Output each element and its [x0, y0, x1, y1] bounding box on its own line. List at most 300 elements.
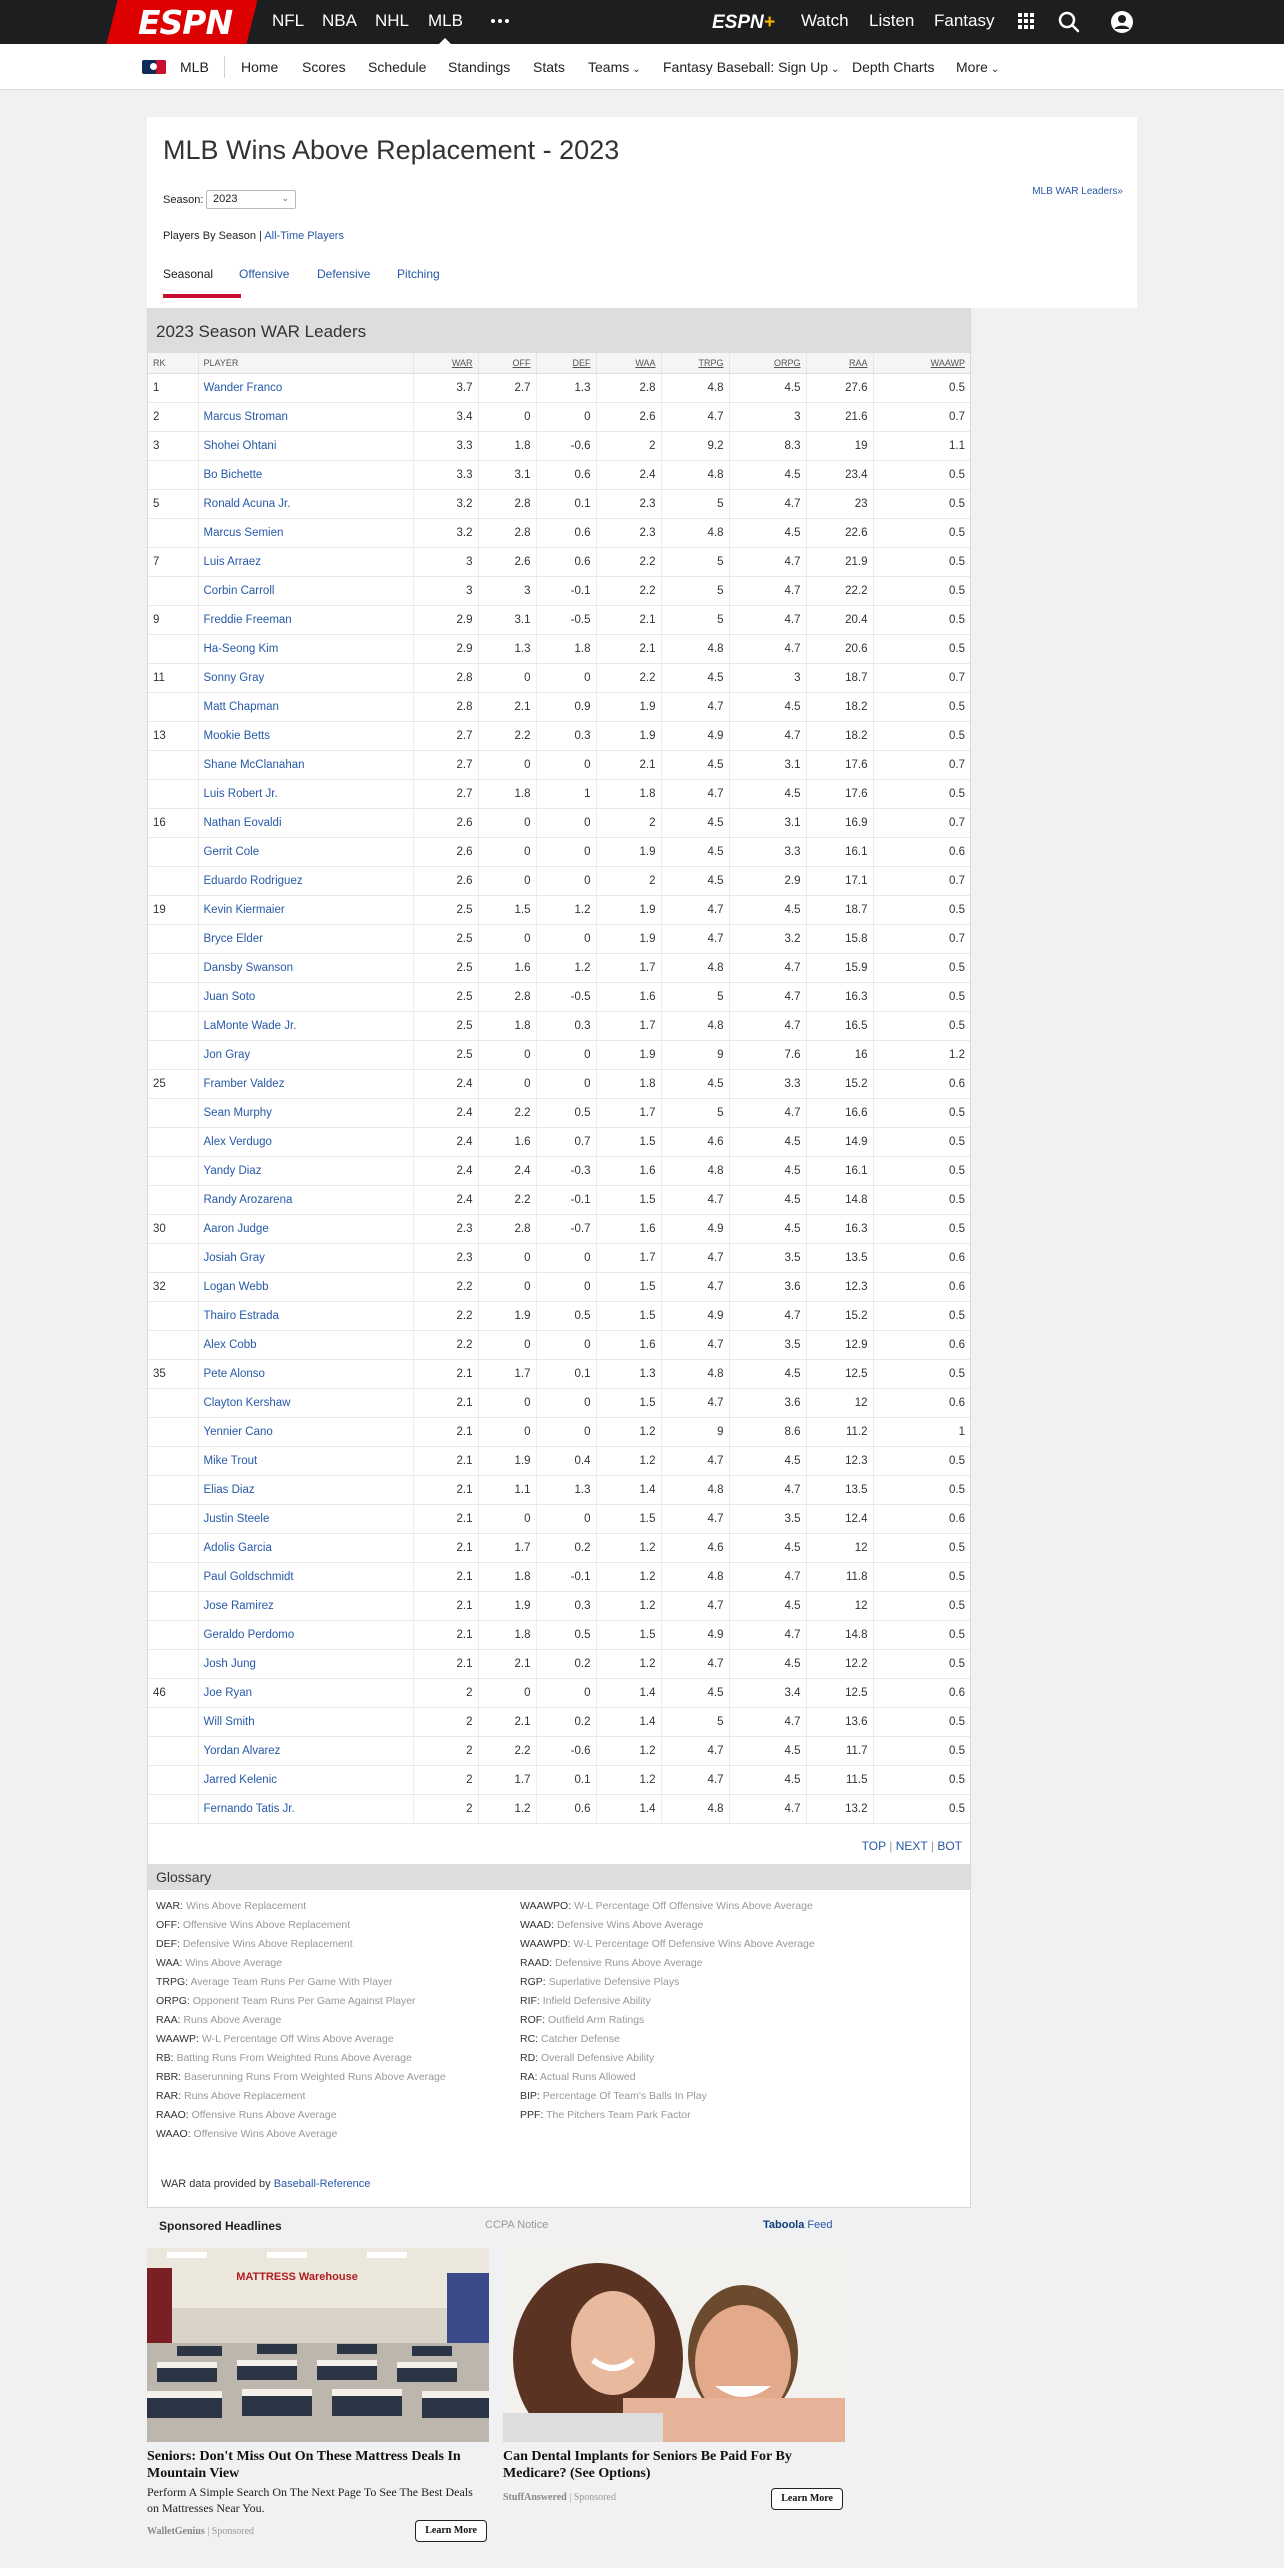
stat-cell: 2.1: [478, 1707, 536, 1736]
rank-cell: [148, 1040, 198, 1069]
tab-pitching[interactable]: Pitching: [397, 267, 440, 281]
stat-cell: 4.7: [729, 1562, 806, 1591]
stat-cell: 0: [478, 1040, 536, 1069]
stat-cell: 19: [806, 431, 873, 460]
table-row: [148, 1649, 970, 1678]
stat-cell: 2.1: [413, 1620, 478, 1649]
stat-cell: 4.5: [729, 1359, 806, 1388]
season-select[interactable]: [206, 190, 296, 209]
subnav-standings[interactable]: Standings: [448, 59, 511, 75]
subnav-divider: [224, 56, 225, 78]
rank-cell: [148, 1127, 198, 1156]
taboola-feed-link[interactable]: [763, 2219, 833, 2231]
stat-cell: 1.6: [478, 953, 536, 982]
subnav-depth-charts[interactable]: Depth Charts: [852, 59, 935, 75]
stat-cell: 1: [873, 1417, 970, 1446]
player-link[interactable]: Sean Murphy: [198, 1098, 413, 1127]
stat-cell: 0.7: [873, 808, 970, 837]
subnav-fantasy[interactable]: [663, 59, 839, 75]
ad-learn-more-button[interactable]: Learn More: [771, 2488, 843, 2510]
subnav-league[interactable]: MLB: [180, 59, 209, 75]
stat-cell: 0.3: [536, 721, 596, 750]
stat-cell: 2.1: [413, 1562, 478, 1591]
glossary-entry: [156, 2049, 446, 2068]
col-def[interactable]: DEF: [536, 353, 596, 373]
glossary-entry: [156, 2087, 446, 2106]
glossary-entry: [156, 2068, 446, 2087]
stat-cell: 4.5: [729, 1185, 806, 1214]
player-link[interactable]: Yandy Diaz: [198, 1156, 413, 1185]
stat-cell: 2.4: [413, 1098, 478, 1127]
rank-cell: 2: [148, 402, 198, 431]
player-link[interactable]: Will Smith: [198, 1707, 413, 1736]
stat-cell: 0.6: [873, 1272, 970, 1301]
table-row: [148, 895, 970, 924]
stat-cell: 0.5: [873, 460, 970, 489]
nav-nfl[interactable]: NFL: [272, 11, 305, 30]
stat-cell: 0: [536, 837, 596, 866]
player-link[interactable]: Gerrit Cole: [198, 837, 413, 866]
col-orpg[interactable]: ORPG: [729, 353, 806, 373]
subnav-scores[interactable]: Scores: [302, 59, 346, 75]
header-card: [147, 117, 1137, 308]
pager-top[interactable]: TOP: [861, 1839, 886, 1853]
player-link[interactable]: Randy Arozarena: [198, 1185, 413, 1214]
glossary-definition: Defensive Wins Above Replacement: [182, 1938, 353, 1950]
stat-cell: 0.7: [536, 1127, 596, 1156]
stat-cell: 23.4: [806, 460, 873, 489]
stat-cell: 4.7: [729, 1098, 806, 1127]
stat-cell: 4.5: [661, 808, 729, 837]
table-row: [148, 518, 970, 547]
ad-headline[interactable]: Can Dental Implants for Seniors Be Paid For By Medicare? (See Options): [503, 2449, 792, 2481]
stat-cell: 3.2: [413, 489, 478, 518]
credit-prefix: WAR data provided by: [161, 2178, 271, 2190]
player-link[interactable]: Alex Verdugo: [198, 1127, 413, 1156]
table-row: [148, 1446, 970, 1475]
table-row: [148, 576, 970, 605]
stat-cell: 1.2: [596, 1736, 661, 1765]
chevron-down-icon: ⌄: [281, 193, 289, 203]
stat-cell: 4.8: [661, 1156, 729, 1185]
nav-mlb[interactable]: MLB: [428, 11, 463, 30]
stat-cell: 17.6: [806, 750, 873, 779]
rank-cell: [148, 924, 198, 953]
stat-cell: 2.7: [413, 721, 478, 750]
stat-cell: 2.1: [413, 1359, 478, 1388]
table-row: [148, 1678, 970, 1707]
nav-nhl[interactable]: NHL: [375, 11, 410, 30]
glossary-entry: [520, 1897, 815, 1916]
stat-cell: 12.5: [806, 1359, 873, 1388]
war-table: [148, 353, 970, 1824]
player-link[interactable]: Bo Bichette: [198, 460, 413, 489]
player-link[interactable]: Kevin Kiermaier: [198, 895, 413, 924]
stat-cell: 0.6: [536, 460, 596, 489]
stat-cell: 1.5: [596, 1620, 661, 1649]
player-link[interactable]: Thairo Estrada: [198, 1301, 413, 1330]
rank-cell: 13: [148, 721, 198, 750]
nav-watch[interactable]: Watch: [801, 11, 849, 30]
stat-cell: 1.6: [478, 1127, 536, 1156]
table-row: [148, 1504, 970, 1533]
player-link[interactable]: Alex Cobb: [198, 1330, 413, 1359]
stat-cell: 5: [661, 982, 729, 1011]
table-row: [148, 1620, 970, 1649]
stat-cell: 4.7: [729, 605, 806, 634]
stat-cell: 0: [478, 663, 536, 692]
stat-cell: 11.2: [806, 1417, 873, 1446]
subnav-teams[interactable]: [588, 59, 641, 75]
stat-cell: 2: [413, 1678, 478, 1707]
stat-cell: 0: [536, 750, 596, 779]
stat-cell: 1.9: [596, 924, 661, 953]
stat-cell: 11.7: [806, 1736, 873, 1765]
espn-plus-logo[interactable]: ESPN+: [712, 12, 775, 33]
stat-cell: 2.7: [413, 779, 478, 808]
glossary-definition: The Pitchers Team Park Factor: [546, 2109, 691, 2121]
user-account-icon[interactable]: [1110, 10, 1134, 34]
stat-cell: 4.7: [661, 895, 729, 924]
chevron-down-icon: ⌄: [990, 64, 1000, 75]
glossary-abbr: WAR:: [156, 1900, 184, 1912]
pager-next[interactable]: NEXT: [895, 1839, 928, 1853]
player-link[interactable]: Luis Arraez: [198, 547, 413, 576]
player-link[interactable]: Logan Webb: [198, 1272, 413, 1301]
col-raa[interactable]: RAA: [806, 353, 873, 373]
glossary-left-column: [156, 1897, 446, 2144]
col-trpg[interactable]: TRPG: [661, 353, 729, 373]
glossary-abbr: WAAO:: [156, 2128, 191, 2140]
rank-cell: [148, 460, 198, 489]
player-link[interactable]: Bryce Elder: [198, 924, 413, 953]
player-link[interactable]: Pete Alonso: [198, 1359, 413, 1388]
espn-plus-text: ESPN: [712, 12, 764, 33]
glossary-abbr: RD:: [520, 2052, 539, 2064]
stat-cell: 3.1: [729, 750, 806, 779]
espn-logo[interactable]: ESPN: [138, 3, 233, 42]
player-link[interactable]: Mike Trout: [198, 1446, 413, 1475]
player-link[interactable]: Corbin Carroll: [198, 576, 413, 605]
stat-cell: 18.2: [806, 692, 873, 721]
rank-cell: 32: [148, 1272, 198, 1301]
rank-cell: [148, 982, 198, 1011]
stat-cell: -0.5: [536, 982, 596, 1011]
stat-cell: 2.6: [413, 808, 478, 837]
player-link[interactable]: Marcus Semien: [198, 518, 413, 547]
stat-cell: 17.1: [806, 866, 873, 895]
stat-cell: 2: [413, 1765, 478, 1794]
ad-card-mattress[interactable]: [147, 2248, 489, 2538]
player-link[interactable]: Yordan Alvarez: [198, 1736, 413, 1765]
ccpa-notice-link[interactable]: CCPA Notice: [485, 2219, 549, 2231]
stat-cell: 3.3: [413, 431, 478, 460]
stat-cell: 0.5: [873, 1185, 970, 1214]
tab-defensive[interactable]: Defensive: [317, 267, 371, 281]
table-title: 2023 Season WAR Leaders: [148, 309, 970, 353]
stat-cell: 14.9: [806, 1127, 873, 1156]
stat-cell: 4.7: [661, 1736, 729, 1765]
stat-cell: 2.9: [729, 866, 806, 895]
stat-cell: 1.9: [596, 837, 661, 866]
player-link[interactable]: Luis Robert Jr.: [198, 779, 413, 808]
taboola-logo: Taboola: [763, 2219, 805, 2231]
glossary-title: Glossary: [148, 1864, 970, 1890]
rank-cell: [148, 1649, 198, 1678]
stat-cell: 7.6: [729, 1040, 806, 1069]
stat-cell: 4.5: [729, 1127, 806, 1156]
stat-cell: 0: [536, 1330, 596, 1359]
ad-headline[interactable]: Seniors: Don't Miss Out On These Mattress Deals In Mountain View: [147, 2449, 461, 2481]
player-link[interactable]: Matt Chapman: [198, 692, 413, 721]
stat-cell: 4.9: [661, 1301, 729, 1330]
stat-cell: 4.8: [661, 1475, 729, 1504]
rank-cell: [148, 1504, 198, 1533]
stat-cell: 12.3: [806, 1446, 873, 1475]
stat-cell: 12.4: [806, 1504, 873, 1533]
war-leaders-link[interactable]: MLB WAR Leaders»: [1032, 186, 1123, 197]
stat-cell: 4.7: [729, 634, 806, 663]
nav-listen[interactable]: Listen: [869, 11, 915, 30]
stat-cell: 2.2: [596, 547, 661, 576]
table-row: [148, 924, 970, 953]
player-link[interactable]: Jose Ramirez: [198, 1591, 413, 1620]
glossary-definition: W-L Percentage Off Offensive Wins Above Average: [574, 1900, 813, 1912]
stat-cell: 4.7: [661, 1243, 729, 1272]
glossary-entry: [156, 2106, 446, 2125]
stat-cell: 0: [536, 1678, 596, 1707]
player-link[interactable]: Josiah Gray: [198, 1243, 413, 1272]
ad-source-name: WalletGenius: [147, 2526, 205, 2537]
subnav-home[interactable]: Home: [241, 59, 279, 75]
stat-cell: 3.5: [729, 1504, 806, 1533]
player-link[interactable]: Mookie Betts: [198, 721, 413, 750]
player-link[interactable]: Geraldo Perdomo: [198, 1620, 413, 1649]
all-time-players-link[interactable]: All-Time Players: [264, 230, 344, 242]
player-link[interactable]: Shane McClanahan: [198, 750, 413, 779]
stat-cell: 3: [729, 402, 806, 431]
stat-cell: 1.9: [478, 1446, 536, 1475]
glossary-entry: [156, 2125, 446, 2144]
season-select-value: 2023: [213, 193, 238, 205]
nav-fantasy[interactable]: Fantasy: [934, 11, 995, 30]
stat-cell: 4.7: [729, 1794, 806, 1823]
stat-cell: 20.4: [806, 605, 873, 634]
tab-seasonal[interactable]: Seasonal: [163, 267, 214, 281]
stat-cell: 2.2: [478, 721, 536, 750]
player-link[interactable]: Justin Steele: [198, 1504, 413, 1533]
glossary-definition: Baserunning Runs From Weighted Runs Above Average: [184, 2071, 446, 2083]
stat-cell: 16.9: [806, 808, 873, 837]
rank-cell: [148, 1794, 198, 1823]
stat-cell: 20.6: [806, 634, 873, 663]
player-link[interactable]: Ronald Acuna Jr.: [198, 489, 413, 518]
stat-cell: 2.1: [478, 692, 536, 721]
ad-image-mattress-store[interactable]: [147, 2248, 489, 2442]
player-link[interactable]: LaMonte Wade Jr.: [198, 1011, 413, 1040]
ad-card-dental[interactable]: [503, 2248, 845, 2538]
search-icon[interactable]: [1057, 10, 1081, 34]
player-link[interactable]: Jarred Kelenic: [198, 1765, 413, 1794]
table-row: [148, 1736, 970, 1765]
stat-cell: 4.7: [729, 1620, 806, 1649]
glossary-definition: Defensive Wins Above Average: [556, 1919, 704, 1931]
tab-offensive[interactable]: Offensive: [239, 267, 290, 281]
stat-cell: 0.5: [873, 1098, 970, 1127]
player-link[interactable]: Adolis Garcia: [198, 1533, 413, 1562]
subnav-more[interactable]: [956, 59, 999, 75]
player-link[interactable]: Freddie Freeman: [198, 605, 413, 634]
stat-cell: 13.6: [806, 1707, 873, 1736]
stat-cell: 16.1: [806, 1156, 873, 1185]
stat-cell: 3.5: [729, 1330, 806, 1359]
stat-cell: 2.6: [413, 837, 478, 866]
ad-learn-more-button[interactable]: Learn More: [415, 2520, 487, 2542]
player-link[interactable]: Wander Franco: [198, 373, 413, 402]
stat-cell: 1.6: [596, 1156, 661, 1185]
stat-cell: 4.8: [661, 1011, 729, 1040]
stat-cell: 1.5: [596, 1301, 661, 1330]
player-link[interactable]: Shohei Ohtani: [198, 431, 413, 460]
player-link[interactable]: Sonny Gray: [198, 663, 413, 692]
stat-cell: 2.1: [413, 1649, 478, 1678]
stat-cell: 1.7: [478, 1359, 536, 1388]
player-link[interactable]: Framber Valdez: [198, 1069, 413, 1098]
rank-cell: [148, 1591, 198, 1620]
stat-cell: 4.8: [661, 634, 729, 663]
player-link[interactable]: Paul Goldschmidt: [198, 1562, 413, 1591]
table-row: [148, 808, 970, 837]
player-link[interactable]: Nathan Eovaldi: [198, 808, 413, 837]
player-link[interactable]: Elias Diaz: [198, 1475, 413, 1504]
pager-sep: |: [889, 1839, 893, 1853]
stat-cell: 0.7: [873, 663, 970, 692]
table-row: [148, 1069, 970, 1098]
col-waa[interactable]: WAA: [596, 353, 661, 373]
col-waawp[interactable]: WAAWP: [873, 353, 970, 373]
player-link[interactable]: Fernando Tatis Jr.: [198, 1794, 413, 1823]
stat-cell: 1.2: [596, 1649, 661, 1678]
stat-cell: 1.8: [478, 1620, 536, 1649]
player-link[interactable]: Juan Soto: [198, 982, 413, 1011]
rank-cell: [148, 779, 198, 808]
stat-cell: 4.8: [661, 1359, 729, 1388]
stat-cell: 1.3: [478, 634, 536, 663]
rank-cell: [148, 576, 198, 605]
table-row: [148, 1011, 970, 1040]
pager-bot[interactable]: BOT: [937, 1839, 962, 1853]
more-sports-icon[interactable]: [491, 19, 509, 25]
glossary-definition: Average Team Runs Per Game With Player: [190, 1976, 393, 1988]
glossary-abbr: RAAD:: [520, 1957, 553, 1969]
stat-cell: 5: [661, 1707, 729, 1736]
stat-cell: 2.2: [413, 1330, 478, 1359]
stat-cell: 1.7: [478, 1765, 536, 1794]
stat-cell: 1.8: [478, 779, 536, 808]
rank-cell: 3: [148, 431, 198, 460]
stat-cell: 3.6: [729, 1388, 806, 1417]
stat-cell: 0.5: [873, 547, 970, 576]
table-row: [148, 1098, 970, 1127]
stat-cell: 0.5: [873, 1765, 970, 1794]
stat-cell: 0: [478, 866, 536, 895]
subnav-schedule[interactable]: Schedule: [368, 59, 427, 75]
glossary-definition: Percentage Of Team's Balls In Play: [542, 2090, 707, 2102]
col-off[interactable]: OFF: [478, 353, 536, 373]
player-link[interactable]: Jon Gray: [198, 1040, 413, 1069]
stat-cell: 12.2: [806, 1649, 873, 1678]
glossary-entry: [520, 1973, 815, 1992]
table-row: [148, 1591, 970, 1620]
stat-cell: 1.5: [478, 895, 536, 924]
stat-cell: 21.9: [806, 547, 873, 576]
stat-cell: 4.7: [729, 1011, 806, 1040]
glossary-abbr: PPF:: [520, 2109, 544, 2121]
player-link[interactable]: Marcus Stroman: [198, 402, 413, 431]
player-link[interactable]: Clayton Kershaw: [198, 1388, 413, 1417]
subnav-stats[interactable]: Stats: [533, 59, 565, 75]
player-link[interactable]: Dansby Swanson: [198, 953, 413, 982]
ad-image-couple[interactable]: [503, 2248, 845, 2442]
glossary-abbr: WAAWP:: [156, 2033, 199, 2045]
player-link[interactable]: Aaron Judge: [198, 1214, 413, 1243]
apps-grid-icon[interactable]: [1018, 13, 1035, 30]
stat-cell: 22.2: [806, 576, 873, 605]
stat-cell: 2: [596, 431, 661, 460]
chevron-down-icon: ⌄: [632, 64, 641, 75]
rank-cell: [148, 1156, 198, 1185]
nav-nba[interactable]: NBA: [322, 11, 357, 30]
stat-cell: 1.7: [596, 1243, 661, 1272]
stat-cell: 1.5: [596, 1388, 661, 1417]
stat-cell: 13.5: [806, 1475, 873, 1504]
stat-cell: 1.8: [478, 431, 536, 460]
glossary-entry: [520, 1935, 815, 1954]
rank-cell: 9: [148, 605, 198, 634]
table-row: [148, 634, 970, 663]
stat-cell: 0.5: [873, 1736, 970, 1765]
stat-cell: 4.5: [729, 895, 806, 924]
glossary-definition: Outfield Arm Ratings: [548, 2014, 645, 2026]
player-link[interactable]: Eduardo Rodriguez: [198, 866, 413, 895]
glossary-entry: [520, 1954, 815, 1973]
glossary-abbr: BIP:: [520, 2090, 540, 2102]
table-row: [148, 1794, 970, 1823]
stat-cell: 16.1: [806, 837, 873, 866]
mlb-logo-icon: [142, 60, 166, 74]
glossary-definition: Wins Above Average: [185, 1957, 283, 1969]
player-link[interactable]: Joe Ryan: [198, 1678, 413, 1707]
glossary-entry: [156, 2030, 446, 2049]
stat-cell: 1.1: [873, 431, 970, 460]
stat-cell: 1.7: [596, 1011, 661, 1040]
active-tab-underline: [163, 294, 241, 298]
glossary-abbr: WAAD:: [520, 1919, 555, 1931]
stat-cell: 1.9: [596, 895, 661, 924]
rank-cell: [148, 1620, 198, 1649]
baseball-reference-link[interactable]: Baseball-Reference: [273, 2178, 371, 2190]
stat-cell: 4.8: [661, 518, 729, 547]
player-link[interactable]: Ha-Seong Kim: [198, 634, 413, 663]
glossary-entry: [520, 2049, 815, 2068]
player-link[interactable]: Josh Jung: [198, 1649, 413, 1678]
player-link[interactable]: Yennier Cano: [198, 1417, 413, 1446]
col-war[interactable]: WAR: [413, 353, 478, 373]
stat-cell: 4.5: [729, 1765, 806, 1794]
stat-cell: 1.2: [478, 1794, 536, 1823]
stat-cell: 0: [478, 402, 536, 431]
glossary-abbr: WAA:: [156, 1957, 183, 1969]
